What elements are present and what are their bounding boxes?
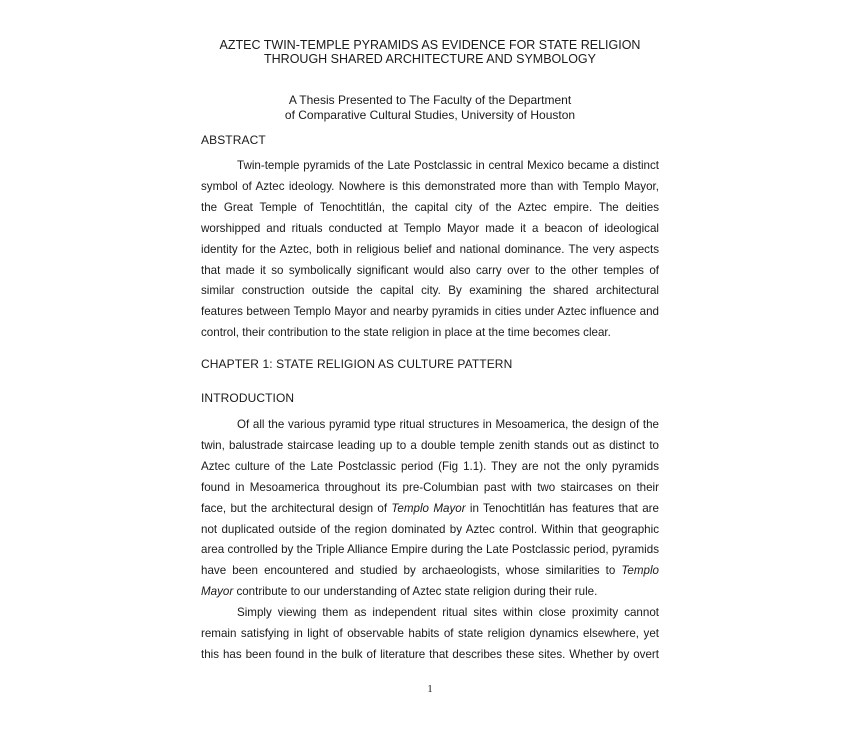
intro-p1-emphasis-1: Templo Mayor bbox=[391, 501, 466, 515]
introduction-body bbox=[201, 415, 659, 666]
introduction-paragraph-1 bbox=[201, 415, 659, 603]
thesis-title-line-1: AZTEC TWIN-TEMPLE PYRAMIDS AS EVIDENCE FOR STATE RELIGION bbox=[219, 38, 641, 52]
chapter-heading: CHAPTER 1: STATE RELIGION AS CULTURE PATTERN bbox=[201, 357, 513, 371]
abstract-paragraph: Twin-temple pyramids of the Late Postclassic in central Mexico became a distinct symbol of Aztec ideology. Nowhere is this demonstrated more than with Templo Mayor, the Great Temple of Tenochtitlán, the capital city of the Aztec empire. The deities worshipped and rituals conducted at Templo Mayor made it a beacon of ideological identity for the Aztec, both in religious belief and national dominance. The very aspects that made it so symbolically significant would also carry over to the other temples of similar construction outside the capital city. By examining the shared architectural features between Templo Mayor and nearby pyramids in cities under Aztec influence and control, their contribution to the state religion in place at the time becomes clear. bbox=[201, 159, 659, 340]
page-number: 1 bbox=[427, 683, 433, 695]
intro-p1-part-c: contribute to our understanding of Aztec state religion during their rule. bbox=[233, 585, 598, 599]
introduction-paragraph-2: Simply viewing them as independent ritual sites within close proximity cannot remain satisfying in light of observable habits of state religion dynamics elsewhere, yet this has been found in the bulk of literature that describes these sites. Whether by overt bbox=[201, 606, 659, 661]
introduction-heading: INTRODUCTION bbox=[201, 391, 295, 405]
thesis-title bbox=[200, 38, 660, 66]
intro-p1-emphasis-2: Templo Mayor bbox=[201, 564, 659, 599]
thesis-title-line-2: THROUGH SHARED ARCHITECTURE AND SYMBOLOGY bbox=[264, 52, 596, 66]
thesis-subtitle-line-2: of Comparative Cultural Studies, University of Houston bbox=[284, 108, 576, 122]
thesis-subtitle-line-1: A Thesis Presented to The Faculty of the Department bbox=[288, 93, 572, 107]
intro-p1-part-b: in Tenochtitlán has features that are not duplicated outside of the region dominated by Aztec control. Within that geographic area controlled by the Triple Alliance Empire during the Late Postclassic period, pyramids have been encountered and studied by archaeologists, whose similarities to bbox=[201, 501, 659, 578]
intro-p1-part-a: Of all the various pyramid type ritual structures in Mesoamerica, the design of the twin, balustrade staircase leading up to a double temple zenith stands out as distinct to Aztec culture of the Late Postclassic period (Fig 1.1). They are not the only pyramids found in Mesoamerica throughout its pre-Columbian past with two staircases on their face, but the architectural design of bbox=[201, 418, 659, 515]
abstract-body bbox=[201, 156, 659, 344]
abstract-heading: ABSTRACT bbox=[201, 133, 266, 147]
thesis-subtitle bbox=[200, 93, 660, 123]
